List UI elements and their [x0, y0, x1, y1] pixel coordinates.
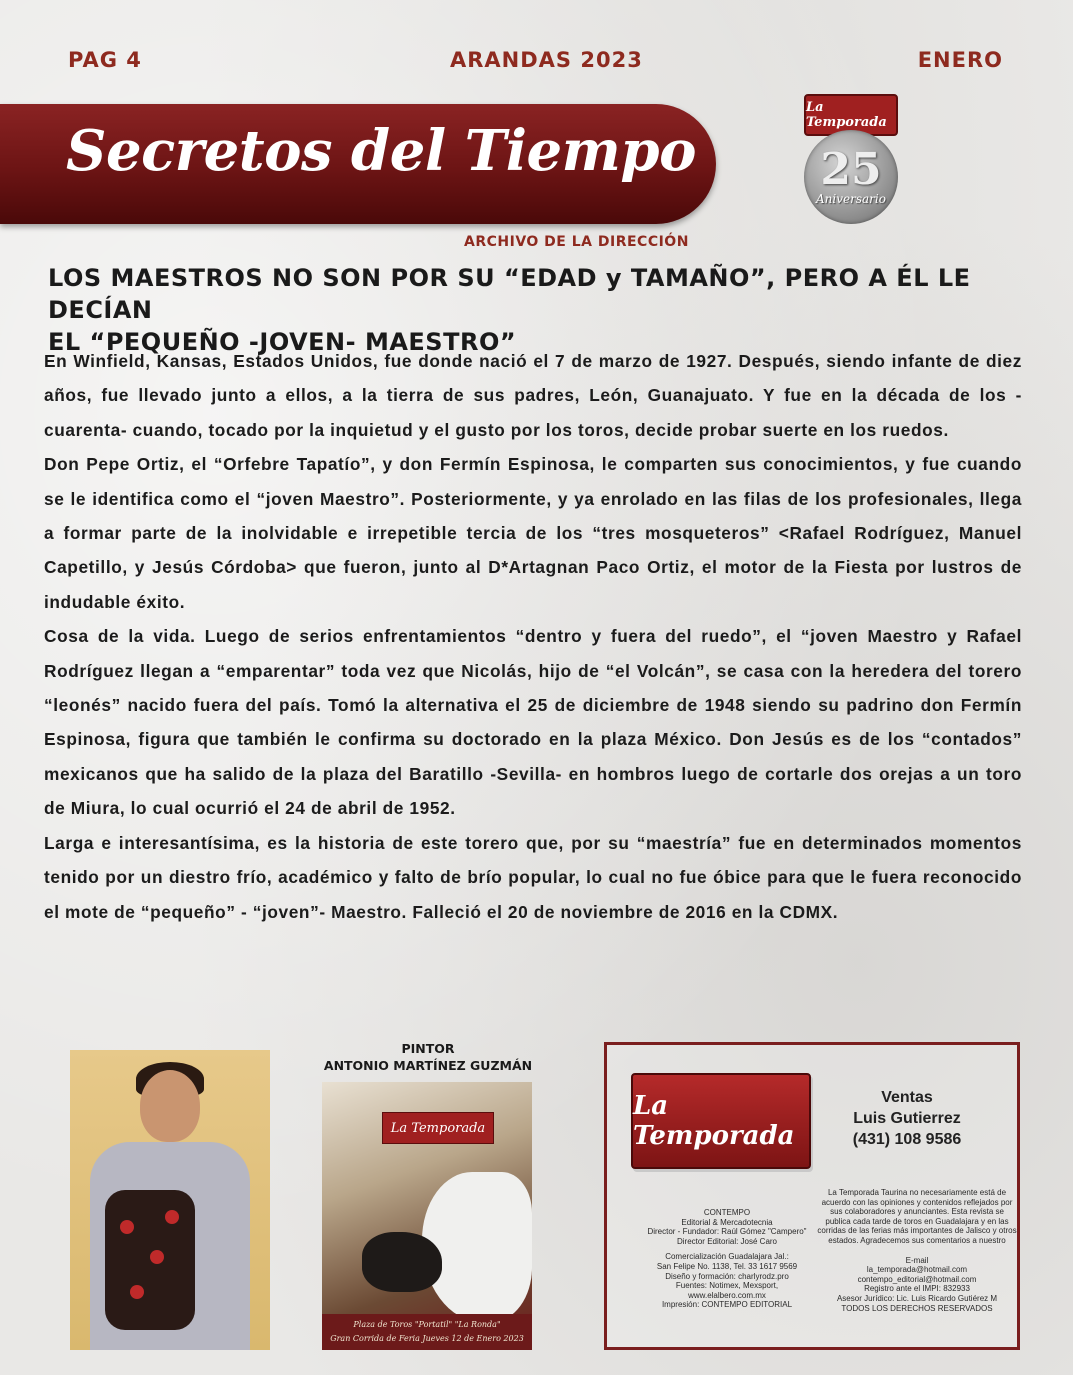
logo-badge: La Temporada: [804, 94, 898, 136]
ad-logo: La Temporada: [631, 1073, 811, 1169]
sales-name: Luis Gutierrez: [853, 1110, 961, 1127]
month-label: ENERO: [917, 48, 1003, 72]
headline-line-2: EL “PEQUEÑO -JOVEN- MAESTRO”: [48, 328, 517, 356]
paragraph: Larga e interesantísima, es la historia de este torero que, por su “maestría” fue en determinados momentos tenido por un diestro frío, académico y falto de brío popular, lo cual no fue óbice para que le fuera reconocido el mote de “pequeño” - “joven”- Maestro. Falleció el 20 de noviembre de 2016 en la CDMX.: [44, 832, 1022, 922]
poster-footer: [322, 1314, 532, 1350]
cape-flower: [150, 1250, 164, 1264]
article-body: [44, 344, 1022, 929]
publisher-credits: [627, 1208, 827, 1310]
poster-footer-line-1: Plaza de Toros "Portatil" "La Ronda": [353, 1320, 501, 1329]
poster-footer-line-2: Gran Corrida de Feria Jueves 12 de Enero 2023: [330, 1334, 524, 1343]
edition-label: ARANDAS 2023: [450, 48, 643, 72]
painter-name: ANTONIO MARTÍNEZ GUZMÁN: [323, 1058, 533, 1073]
spacer: [817, 1246, 1017, 1256]
logo-number: 25: [820, 144, 882, 195]
poster-horse: [422, 1172, 532, 1322]
credit-line: Director - Fundador: Raúl Gómez "Campero": [647, 1227, 807, 1237]
sales-phone: (431) 108 9586: [852, 1131, 962, 1148]
page-number: PAG 4: [68, 48, 142, 72]
logo-emblem: [804, 130, 898, 224]
credit-line: www.elalbero.com.mx: [688, 1290, 766, 1300]
event-poster: [322, 1082, 532, 1350]
paragraph: Don Pepe Ortiz, el “Orfebre Tapatío”, y don Fermín Espinosa, le comparten sus conocimientos, y fue cuando se le identifica como el “joven Maestro”. Posteriormente, y ya enrolado en las filas de los profesionales, llega a formar parte de la inolvidable e irrepetible tercia de los “tres mosqueteros” <Rafael Rodríguez, Manuel Capetillo, y Jesús Córdoba> que fueron, junto al D*Artagnan Paco Ortiz, el motor de la Fiesta por lustros de indudable éxito.: [44, 454, 1022, 612]
contact-email[interactable]: contempo_editorial@hotmail.com: [857, 1274, 977, 1284]
painter-caption: [322, 1040, 534, 1074]
cape-flower: [130, 1285, 144, 1299]
painter-label: PINTOR: [401, 1041, 455, 1056]
headline-line-1: LOS MAESTROS NO SON POR SU “EDAD y TAMAÑO”, PERO A ÉL LE DECÍAN: [48, 264, 971, 324]
contact-line: Registro ante el IMPI: 832933: [864, 1284, 970, 1294]
contact-email[interactable]: la_temporada@hotmail.com: [866, 1265, 968, 1275]
credit-line: Editorial & Mercadotecnia: [681, 1217, 773, 1227]
credit-line: Director Editorial: José Caro: [676, 1236, 778, 1246]
credit-line: Fuentes: Notimex, Mexsport,: [675, 1281, 779, 1291]
paragraph: En Winfield, Kansas, Estados Unidos, fue donde nació el 7 de marzo de 1927. Después, siendo infante de diez años, fue llevado junto a ellos, a la tierra de sus padres, León, Guanajuato. Y fue en la década de los -cuarenta- cuando, tocado por la inquietud y el gusto por los toros, decide probar suerte en los ruedos.: [44, 351, 1022, 440]
bullfighter-portrait: [70, 1050, 270, 1350]
cape-flower: [165, 1210, 179, 1224]
credit-line: Comercialización Guadalajara Jal.:: [665, 1252, 789, 1262]
anniversary-logo: [790, 94, 910, 234]
logo-anniversary-text: Aniversario: [816, 192, 886, 206]
contact-line: Asesor Jurídico: Lic. Luis Ricardo Gutiérez M: [836, 1293, 998, 1303]
sales-contact: [817, 1087, 997, 1150]
contact-line: E-mail: [905, 1255, 929, 1265]
cape-flower: [120, 1220, 134, 1234]
disclaimer-text: La Temporada Taurina no necesariamente está de acuerdo con las opiniones y contenidos reflejados por sus colaboradores y anunciantes. Esta revista se publica cada tarde de toros en Guadalajara y en las corridas de las ferias más importantes de Jalisco y otros estados. Agradecemos sus comentarios a nuestro: [817, 1188, 1017, 1245]
credit-line: Impresión: CONTEMPO EDITORIAL: [661, 1300, 793, 1310]
sales-label: Ventas: [881, 1089, 933, 1106]
credit-line: Diseño y formación: charlyrodz.pro: [665, 1271, 789, 1281]
portrait-head: [140, 1070, 200, 1142]
credit-line: San Felipe No. 1138, Tel. 33 1617 9569: [656, 1261, 798, 1271]
poster-title: La Temporada: [382, 1112, 494, 1144]
disclaimer-block: [817, 1188, 1017, 1313]
ad-box: [604, 1042, 1020, 1350]
paragraph: Cosa de la vida. Luego de serios enfrentamientos “dentro y fuera del ruedo”, el “joven Maestro y Rafael Rodríguez llegan a “emparentar” toda vez que Nicolás, hijo de “el Volcán”, se casa con la heredera del torero “leonés” nacido fuera del país. Tomó la alternativa el 25 de diciembre de 1948 siendo su padrino don Fermín Espinosa, figura que también le confirma su doctorado en la plaza México. Don Jesús es de los “contados” mexicanos que ha salido de la plaza del Baratillo -Sevilla- en hombros luego de cortarle dos orejas a un toro de Miura, lo cual ocurrió el 24 de abril de 1952.: [44, 626, 1022, 819]
section-title: Secretos del Tiempo: [66, 118, 696, 184]
poster-bull: [362, 1232, 442, 1292]
contact-line: TODOS LOS DERECHOS RESERVADOS: [841, 1303, 993, 1313]
credit-line: CONTEMPO: [703, 1208, 751, 1217]
article-kicker: ARCHIVO DE LA DIRECCIÓN: [464, 234, 689, 250]
